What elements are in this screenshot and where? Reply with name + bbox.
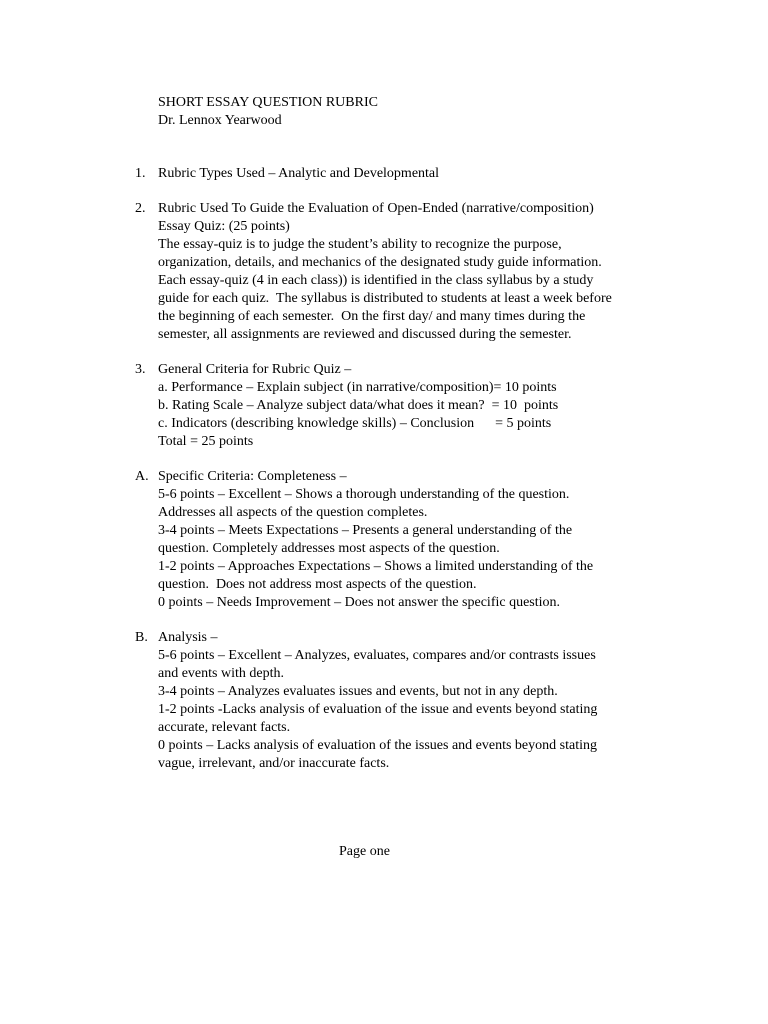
list-item-text: 1-2 points – Approaches Expectations – Shows a limited understanding of the	[158, 559, 594, 574]
list-marker: 2.	[135, 201, 146, 216]
list-item-text: Rubric Used To Guide the Evaluation of Open-Ended (narrative/composition)	[158, 201, 594, 216]
list-marker: A.	[135, 469, 149, 484]
list-item-text: 1-2 points -Lacks analysis of evaluation of the issue and events beyond stating	[158, 702, 598, 717]
list-item-text: Analysis –	[158, 630, 218, 645]
list-item-text: a. Performance – Explain subject (in narrative/composition)= 10 points	[158, 380, 557, 395]
list-item-text: b. Rating Scale – Analyze subject data/what does it mean? = 10 points	[158, 398, 559, 413]
list-item-text: and events with depth.	[158, 666, 284, 681]
list-item-text: 5-6 points – Excellent – Analyzes, evaluates, compares and/or contrasts issues	[158, 648, 596, 663]
list-item-text: semester, all assignments are reviewed and discussed during the semester.	[158, 327, 572, 342]
document-title: SHORT ESSAY QUESTION RUBRIC	[158, 95, 378, 110]
list-item-text: question. Completely addresses most aspects of the question.	[158, 541, 500, 556]
list-item-text: accurate, relevant facts.	[158, 720, 291, 735]
page-number: Page one	[339, 844, 390, 859]
list-item-text: Rubric Types Used – Analytic and Developmental	[158, 166, 440, 181]
list-marker: B.	[135, 630, 148, 645]
list-marker: 1.	[135, 166, 146, 181]
list-item-text: 3-4 points – Meets Expectations – Presents a general understanding of the	[158, 523, 573, 538]
list-item-text: vague, irrelevant, and/or inaccurate facts.	[158, 756, 390, 771]
list-item-text: question. Does not address most aspects of the question.	[158, 577, 477, 592]
list-item-text: Specific Criteria: Completeness –	[158, 469, 347, 484]
list-item-text: 5-6 points – Excellent – Shows a thorough understanding of the question.	[158, 487, 570, 502]
list-item-text: guide for each quiz. The syllabus is distributed to students at least a week before	[158, 291, 612, 306]
list-item-text: The essay-quiz is to judge the student’s ability to recognize the purpose,	[158, 237, 562, 252]
list-item-text: Total = 25 points	[158, 434, 254, 449]
list-marker: 3.	[135, 362, 146, 377]
list-item-text: Essay Quiz: (25 points)	[158, 219, 290, 234]
list-item-text: organization, details, and mechanics of the designated study guide information.	[158, 255, 602, 270]
list-item-text: Each essay-quiz (4 in each class)) is identified in the class syllabus by a study	[158, 273, 594, 288]
document-author: Dr. Lennox Yearwood	[158, 113, 282, 128]
list-item-text: c. Indicators (describing knowledge skills) – Conclusion = 5 points	[158, 416, 552, 431]
list-item-text: General Criteria for Rubric Quiz –	[158, 362, 352, 377]
list-item-text: 3-4 points – Analyzes evaluates issues and events, but not in any depth.	[158, 684, 558, 699]
list-item-text: Addresses all aspects of the question completes.	[158, 505, 428, 520]
list-item-text: the beginning of each semester. On the first day/ and many times during the	[158, 309, 586, 324]
list-item-text: 0 points – Needs Improvement – Does not answer the specific question.	[158, 595, 561, 610]
list-item-text: 0 points – Lacks analysis of evaluation of the issues and events beyond stating	[158, 738, 597, 753]
